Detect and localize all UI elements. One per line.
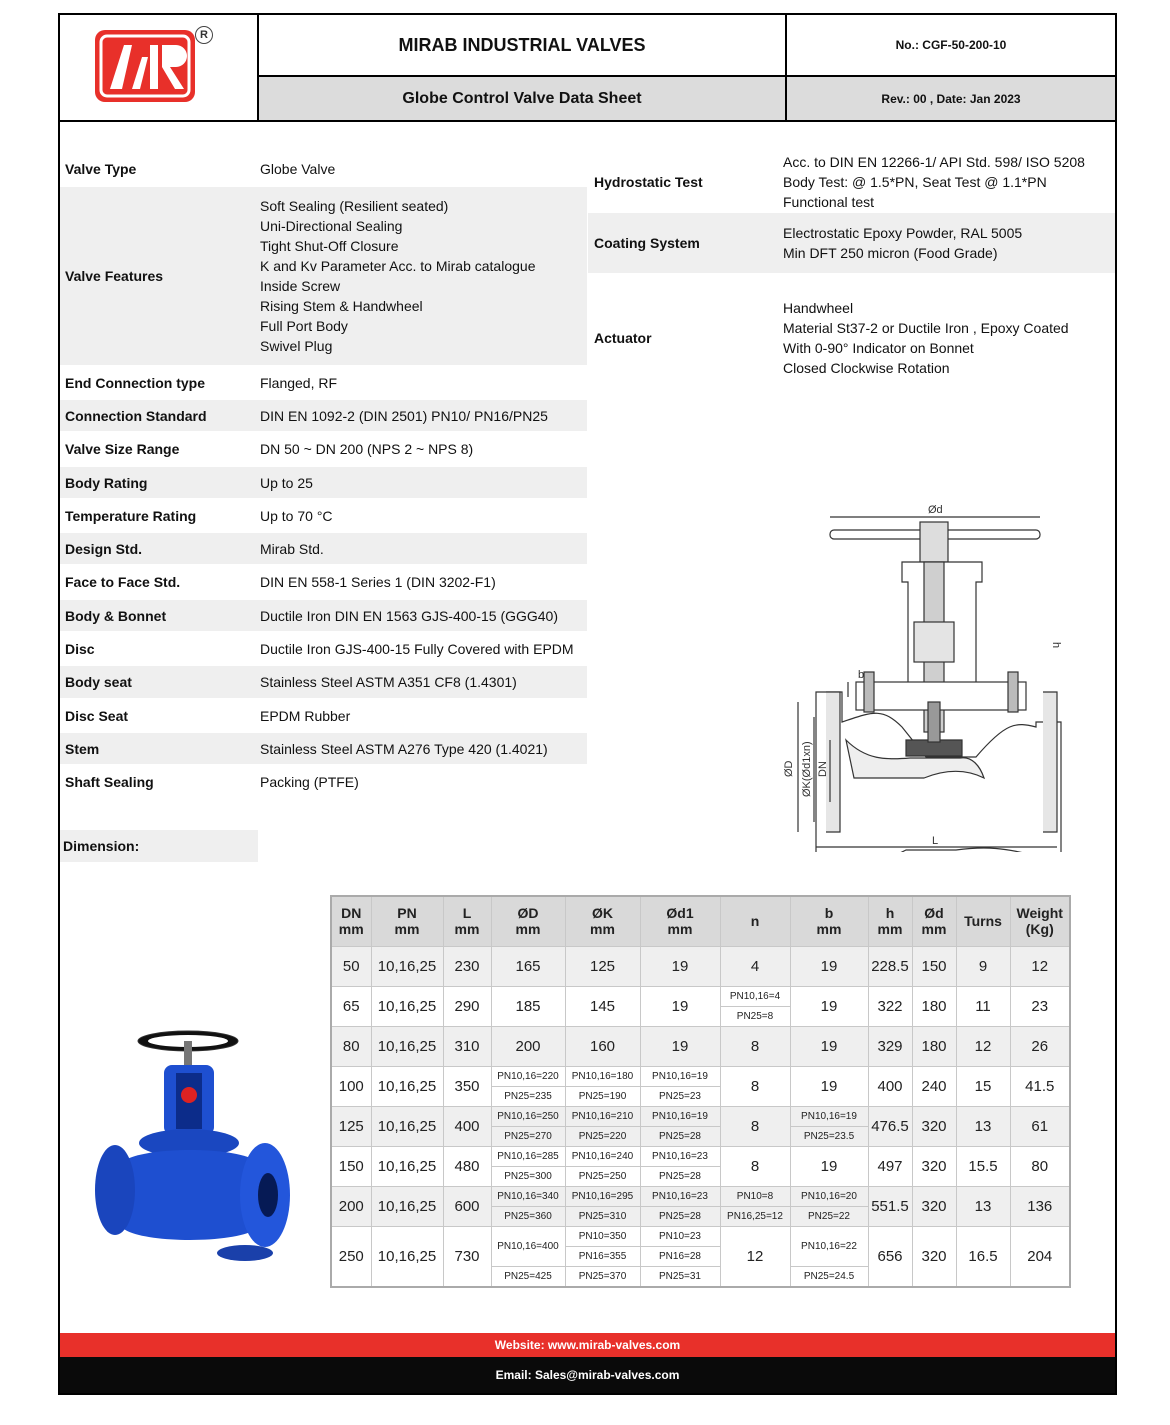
table-row xyxy=(331,1226,1070,1246)
spec-value-line: DIN EN 558-1 Series 1 (DIN 3202-F1) xyxy=(260,574,496,590)
spec-value-line: Stainless Steel ASTM A351 CF8 (1.4301) xyxy=(260,674,517,690)
spec-label: Face to Face Std. xyxy=(65,574,181,590)
table-cell: 19 xyxy=(790,1066,868,1106)
spec-row xyxy=(60,633,587,664)
spec-value xyxy=(260,700,350,731)
column-header xyxy=(371,896,443,946)
table-cell: 10,16,25 xyxy=(371,1226,443,1287)
spec-label: Coating System xyxy=(594,235,700,251)
column-header xyxy=(331,896,371,946)
spec-value xyxy=(260,500,333,531)
spec-row xyxy=(588,151,1115,213)
revision-date: Rev.: 00 , Date: Jan 2023 xyxy=(787,77,1115,122)
column-header xyxy=(1010,896,1070,946)
table-cell: 551.5 xyxy=(868,1186,912,1226)
drawing-label-L: L xyxy=(932,835,939,847)
table-cell: PN25=360 xyxy=(491,1206,565,1226)
table-row xyxy=(331,1146,1070,1166)
table-cell: 730 xyxy=(443,1226,491,1287)
spec-label: Temperature Rating xyxy=(65,507,197,524)
table-cell: 480 xyxy=(443,1146,491,1186)
table-cell: 11 xyxy=(956,986,1010,1026)
spec-label: Body seat xyxy=(65,674,132,690)
table-cell: 8 xyxy=(720,1066,790,1106)
table-row xyxy=(331,946,1070,986)
table-cell: PN10,16=4 xyxy=(720,986,790,1006)
spec-value-line: Rising Stem & Handwheel xyxy=(260,298,423,314)
spec-value-line: Globe Valve xyxy=(260,161,336,177)
spec-value-line: Soft Sealing (Resilient seated) xyxy=(260,198,449,214)
table-cell: 329 xyxy=(868,1026,912,1066)
table-row xyxy=(331,1026,1070,1066)
table-cell: 41.5 xyxy=(1010,1066,1070,1106)
spec-label: Disc Seat xyxy=(65,707,129,724)
table-cell: 19 xyxy=(640,986,720,1026)
footer-website: Website: www.mirab-valves.com xyxy=(60,1333,1115,1357)
table-cell: PN25=22 xyxy=(790,1206,868,1226)
spec-label: Connection Standard xyxy=(65,407,207,424)
spec-label: Disc xyxy=(65,640,95,657)
table-cell: 160 xyxy=(565,1026,640,1066)
column-header-text: mm xyxy=(394,921,420,938)
spec-row xyxy=(60,187,587,365)
table-row xyxy=(331,1106,1070,1126)
spec-value-line: Packing (PTFE) xyxy=(260,774,359,790)
table-cell: 165 xyxy=(491,946,565,986)
table-cell: 656 xyxy=(868,1226,912,1287)
table-cell: PN10,16=180 xyxy=(565,1066,640,1086)
table-cell: PN10,16=250 xyxy=(491,1106,565,1126)
column-header-text: L xyxy=(462,905,472,922)
spec-value-line: Material St37-2 or Ductile Iron , Epoxy Coated xyxy=(783,320,1069,336)
table-cell: 19 xyxy=(640,946,720,986)
table-cell: PN10,16=400 xyxy=(491,1226,565,1266)
table-cell: PN25=24.5 xyxy=(790,1266,868,1287)
table-cell: 12 xyxy=(956,1026,1010,1066)
table-cell: PN10,16=19 xyxy=(640,1106,720,1126)
table-cell: 290 xyxy=(443,986,491,1026)
table-cell: 9 xyxy=(956,946,1010,986)
table-cell: 19 xyxy=(790,1146,868,1186)
spec-row xyxy=(60,400,587,431)
table-cell: 400 xyxy=(868,1066,912,1106)
table-cell: PN10,16=22 xyxy=(790,1226,868,1266)
table-cell: 10,16,25 xyxy=(371,1066,443,1106)
column-header-text: b xyxy=(824,905,834,922)
table-cell: 125 xyxy=(331,1106,371,1146)
table-cell: PN10,16=19 xyxy=(790,1106,868,1126)
table-cell: 320 xyxy=(912,1186,956,1226)
table-cell: 320 xyxy=(912,1106,956,1146)
table-cell: PN10,16=20 xyxy=(790,1186,868,1206)
spec-value-line: EPDM Rubber xyxy=(260,707,351,724)
table-cell: PN10,16=23 xyxy=(640,1186,720,1206)
table-cell: 19 xyxy=(790,946,868,986)
spec-row xyxy=(60,500,587,531)
spec-value xyxy=(260,467,313,498)
column-header xyxy=(640,896,720,946)
column-header-text: mm xyxy=(515,921,541,938)
spec-value-line: With 0-90° Indicator on Bonnet xyxy=(783,340,974,356)
table-cell: PN10=350 xyxy=(565,1226,640,1246)
table-cell: 185 xyxy=(491,986,565,1026)
spec-value-line: Ductile Iron DIN EN 1563 GJS-400-15 (GGG40) xyxy=(260,607,559,624)
spec-value-line: Body Test: @ 1.5*PN, Seat Test @ 1.1*PN xyxy=(783,174,1047,190)
column-header-text: Weight xyxy=(1016,905,1063,922)
table-cell: PN25=270 xyxy=(491,1126,565,1146)
spec-row xyxy=(588,273,1115,403)
spec-label: Valve Type xyxy=(65,161,137,177)
column-header-text: ØK xyxy=(592,905,613,922)
table-cell: 23 xyxy=(1010,986,1070,1026)
spec-label: Stem xyxy=(65,740,100,757)
table-row xyxy=(331,1186,1070,1206)
table-cell: 12 xyxy=(720,1226,790,1287)
column-header xyxy=(491,896,565,946)
column-header xyxy=(912,896,956,946)
table-cell: PN10=23 xyxy=(640,1226,720,1246)
table-cell: 150 xyxy=(331,1146,371,1186)
table-cell: 26 xyxy=(1010,1026,1070,1066)
table-cell: 15 xyxy=(956,1066,1010,1106)
spec-value xyxy=(260,566,496,598)
spec-value xyxy=(260,766,359,798)
spec-value-line: Stainless Steel ASTM A276 Type 420 (1.4021) xyxy=(260,740,548,757)
column-header-text: h xyxy=(885,905,895,922)
spec-row xyxy=(60,733,587,764)
spec-value-line: DIN EN 1092-2 (DIN 2501) PN10/ PN16/PN25 xyxy=(260,407,548,424)
dimension-table-body xyxy=(331,946,1070,1287)
spec-value-line: Electrostatic Epoxy Powder, RAL 5005 xyxy=(783,225,1023,241)
spec-value xyxy=(260,733,548,764)
table-cell: 8 xyxy=(720,1146,790,1186)
spec-value xyxy=(260,400,548,431)
drawing-label-od: Ød xyxy=(928,504,943,516)
column-header-text: mm xyxy=(877,921,903,938)
table-cell: PN10,16=285 xyxy=(491,1146,565,1166)
column-header-text: (Kg) xyxy=(1025,921,1054,938)
spec-row xyxy=(588,213,1115,273)
table-cell: 180 xyxy=(912,1026,956,1066)
spec-value xyxy=(260,533,324,564)
table-cell: 320 xyxy=(912,1146,956,1186)
column-header-text: Turns xyxy=(964,913,1002,930)
table-cell: 230 xyxy=(443,946,491,986)
table-cell: 10,16,25 xyxy=(371,986,443,1026)
table-cell: 19 xyxy=(790,986,868,1026)
column-header-text: mm xyxy=(338,921,364,938)
column-header-text: DN xyxy=(341,905,362,922)
table-cell: PN25=300 xyxy=(491,1166,565,1186)
table-cell: 250 xyxy=(331,1226,371,1287)
table-cell: 322 xyxy=(868,986,912,1026)
spec-value-line: K and Kv Parameter Acc. to Mirab catalogue xyxy=(260,258,536,274)
drawing-label-h: h xyxy=(1050,642,1062,649)
sheet-title: Globe Control Valve Data Sheet xyxy=(259,77,787,122)
spec-label: Valve Features xyxy=(65,268,164,284)
table-cell: 150 xyxy=(912,946,956,986)
column-header xyxy=(565,896,640,946)
spec-row xyxy=(60,467,587,498)
table-cell: 4 xyxy=(720,946,790,986)
spec-row xyxy=(60,700,587,731)
table-cell: PN10,16=240 xyxy=(565,1146,640,1166)
column-header-text: Ød xyxy=(924,905,944,922)
table-cell: 320 xyxy=(912,1226,956,1287)
table-cell: 12 xyxy=(1010,946,1070,986)
table-cell: PN25=28 xyxy=(640,1126,720,1146)
table-cell: 65 xyxy=(331,986,371,1026)
table-cell: 10,16,25 xyxy=(371,946,443,986)
drawing-label-oD: ØD xyxy=(783,760,795,777)
spec-label: Shaft Sealing xyxy=(65,774,154,790)
spec-value-line: Acc. to DIN EN 12266-1/ API Std. 598/ ISO 5208 xyxy=(783,154,1085,170)
table-cell: PN10,16=23 xyxy=(640,1146,720,1166)
drawing-label-b: b xyxy=(858,669,865,681)
table-cell: PN25=220 xyxy=(565,1126,640,1146)
table-cell: PN25=250 xyxy=(565,1166,640,1186)
column-header-text: PN xyxy=(397,905,417,922)
spec-value-line: Functional test xyxy=(783,194,875,210)
valve-product-photo xyxy=(90,1025,290,1270)
spec-value xyxy=(260,155,335,183)
table-cell: 228.5 xyxy=(868,946,912,986)
drawing-label-dn: DN xyxy=(817,761,829,777)
table-cell: PN25=31 xyxy=(640,1266,720,1287)
table-cell: 200 xyxy=(331,1186,371,1226)
table-cell: PN16,25=12 xyxy=(720,1206,790,1226)
table-cell: 50 xyxy=(331,946,371,986)
data-sheet xyxy=(58,13,1117,1395)
spec-label: Actuator xyxy=(594,330,652,346)
column-header-text: mm xyxy=(667,921,693,938)
table-cell: 10,16,25 xyxy=(371,1146,443,1186)
spec-row xyxy=(60,566,587,598)
table-cell: PN16=28 xyxy=(640,1246,720,1266)
table-cell: 10,16,25 xyxy=(371,1106,443,1146)
table-cell: 80 xyxy=(1010,1146,1070,1186)
column-header-text: Ød1 xyxy=(666,905,694,922)
spec-row xyxy=(60,367,587,399)
table-cell: 400 xyxy=(443,1106,491,1146)
table-cell: PN25=425 xyxy=(491,1266,565,1287)
spec-row xyxy=(60,155,587,183)
footer-email: Email: Sales@mirab-valves.com xyxy=(60,1357,1115,1393)
dimension-label: Dimension: xyxy=(60,830,258,862)
dimension-table-header xyxy=(331,896,1070,946)
table-cell: 350 xyxy=(443,1066,491,1106)
table-cell: 204 xyxy=(1010,1226,1070,1287)
spec-value xyxy=(260,633,574,664)
table-cell: 136 xyxy=(1010,1186,1070,1226)
column-header xyxy=(868,896,912,946)
spec-value xyxy=(260,433,473,464)
table-row xyxy=(331,986,1070,1006)
registered-mark: R xyxy=(195,26,213,44)
table-cell: 476.5 xyxy=(868,1106,912,1146)
spec-value xyxy=(260,600,558,631)
spec-row xyxy=(60,433,587,464)
column-header xyxy=(720,896,790,946)
spec-row xyxy=(60,666,587,698)
column-header xyxy=(790,896,868,946)
column-header-text: ØD xyxy=(517,905,539,922)
column-header-text: mm xyxy=(454,921,480,938)
table-cell: PN10,16=295 xyxy=(565,1186,640,1206)
table-cell: PN10,16=220 xyxy=(491,1066,565,1086)
table-row xyxy=(331,1066,1070,1086)
table-cell: 145 xyxy=(565,986,640,1026)
table-cell: 19 xyxy=(790,1026,868,1066)
table-cell: PN25=190 xyxy=(565,1086,640,1106)
table-cell: PN10,16=340 xyxy=(491,1186,565,1206)
table-cell: PN25=235 xyxy=(491,1086,565,1106)
spec-value xyxy=(260,367,337,399)
column-header-text: mm xyxy=(921,921,947,938)
column-header xyxy=(956,896,1010,946)
spec-value-line: Up to 25 xyxy=(260,474,313,491)
document-number: No.: CGF-50-200-10 xyxy=(787,15,1115,77)
table-cell: 100 xyxy=(331,1066,371,1106)
drawing-label-oK: ØK(Ød1xn) xyxy=(801,741,813,797)
column-header-text: mm xyxy=(590,921,615,938)
spec-value-line: Flanged, RF xyxy=(260,375,338,391)
table-cell: PN10,16=19 xyxy=(640,1066,720,1086)
column-header-text: mm xyxy=(816,921,842,938)
spec-value-line: Handwheel xyxy=(783,300,854,316)
spec-label: Valve Size Range xyxy=(65,440,180,457)
spec-row xyxy=(60,766,587,798)
spec-label: End Connection type xyxy=(65,375,205,391)
table-cell: 310 xyxy=(443,1026,491,1066)
table-cell: 180 xyxy=(912,986,956,1026)
spec-value-line: Uni-Directional Sealing xyxy=(260,218,403,234)
table-cell: 13 xyxy=(956,1186,1010,1226)
spec-value-line: Mirab Std. xyxy=(260,540,324,557)
table-cell: PN25=28 xyxy=(640,1166,720,1186)
table-cell: 600 xyxy=(443,1186,491,1226)
table-cell: 240 xyxy=(912,1066,956,1106)
table-cell: 10,16,25 xyxy=(371,1026,443,1066)
table-cell: 200 xyxy=(491,1026,565,1066)
table-cell: 61 xyxy=(1010,1106,1070,1146)
column-header-text: n xyxy=(750,913,760,930)
spec-label: Body & Bonnet xyxy=(65,607,167,624)
spec-value xyxy=(260,666,517,698)
table-cell: 497 xyxy=(868,1146,912,1186)
table-cell: 13 xyxy=(956,1106,1010,1146)
table-cell: PN25=8 xyxy=(720,1006,790,1026)
table-cell: 19 xyxy=(640,1026,720,1066)
spec-value xyxy=(783,273,1069,403)
spec-value-line: Swivel Plug xyxy=(260,338,333,354)
spec-value-line: Inside Screw xyxy=(260,278,341,294)
dimension-table xyxy=(330,895,1071,1288)
table-cell: 10,16,25 xyxy=(371,1186,443,1226)
spec-value-line: Full Port Body xyxy=(260,318,348,334)
table-cell: 15.5 xyxy=(956,1146,1010,1186)
spec-value-line: Tight Shut-Off Closure xyxy=(260,238,399,254)
spec-value xyxy=(783,213,1022,273)
spec-row xyxy=(60,600,587,631)
spec-value-line: Ductile Iron GJS-400-15 Fully Covered with EPDM xyxy=(260,640,574,657)
table-cell: 8 xyxy=(720,1026,790,1066)
spec-value xyxy=(783,151,1085,213)
table-cell: 16.5 xyxy=(956,1226,1010,1287)
table-cell: PN25=23.5 xyxy=(790,1126,868,1146)
table-cell: 80 xyxy=(331,1026,371,1066)
spec-row xyxy=(60,533,587,564)
table-cell: PN25=28 xyxy=(640,1206,720,1226)
table-cell: PN10=8 xyxy=(720,1186,790,1206)
spec-label: Body Rating xyxy=(65,474,148,491)
spec-value-line: Up to 70 °C xyxy=(260,507,333,524)
table-cell: PN25=310 xyxy=(565,1206,640,1226)
table-cell: PN25=23 xyxy=(640,1086,720,1106)
table-cell: 125 xyxy=(565,946,640,986)
spec-value-line: DN 50 ~ DN 200 (NPS 2 ~ NPS 8) xyxy=(260,440,474,457)
spec-label: Design Std. xyxy=(65,540,143,557)
table-cell: PN25=370 xyxy=(565,1266,640,1287)
table-cell: PN16=355 xyxy=(565,1246,640,1266)
mirab-logo xyxy=(92,27,198,105)
spec-value xyxy=(260,187,535,365)
column-header xyxy=(443,896,491,946)
logo-cell xyxy=(60,15,259,122)
valve-section-drawing xyxy=(718,502,1063,852)
company-name: MIRAB INDUSTRIAL VALVES xyxy=(259,15,787,77)
spec-label: Hydrostatic Test xyxy=(594,174,703,190)
spec-value-line: Closed Clockwise Rotation xyxy=(783,360,950,376)
table-cell: PN10,16=210 xyxy=(565,1106,640,1126)
table-cell: 8 xyxy=(720,1106,790,1146)
spec-value-line: Min DFT 250 micron (Food Grade) xyxy=(783,245,998,261)
